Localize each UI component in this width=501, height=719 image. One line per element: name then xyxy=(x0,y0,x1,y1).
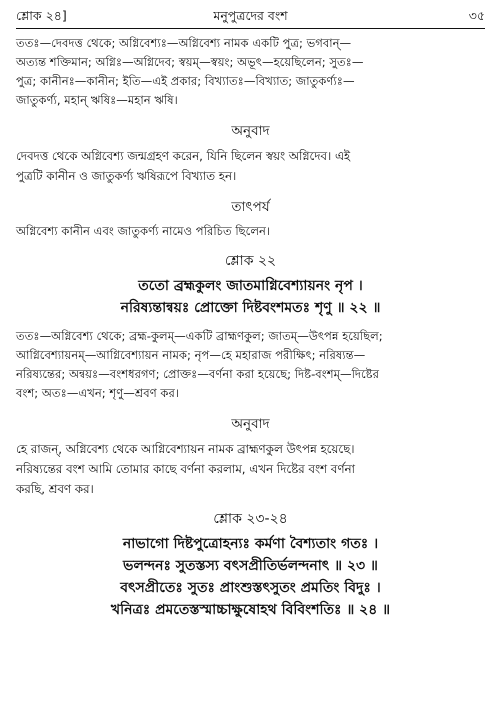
verse-line: খনিত্রঃ প্রমতেস্তস্মাচ্চাক্ষুষোহথ বিবিংশতিঃ ॥ ২৪ ॥ xyxy=(110,602,391,618)
word-meaning-line: ততঃ—অগ্নিবেশ্য থেকে; ব্রহ্ম-কুলম্—একটি ব্রাহ্মণকুল; জাতম্—উৎপন্ন হয়েছিল; xyxy=(16,329,383,343)
translation-line: হে রাজন্, অগ্নিবেশ্য থেকে আগ্নিবেশ্যায়ন নামক ব্রাহ্মণকুল উৎপন্ন হয়েছে। xyxy=(16,442,355,456)
page-header xyxy=(16,6,485,24)
word-meaning-line: জাতুকর্ণ্য, মহান্ ঋষিঃ—মহান ঋষি। xyxy=(16,93,178,107)
header-chapter-title: মনুপুত্রদের বংশ xyxy=(213,8,288,23)
verse-line: নরিষ্যন্তান্বয়ঃ প্রোক্তো দিষ্টবংশমতঃ শৃণু ॥ ২২ ॥ xyxy=(120,300,381,316)
translation-block-2 xyxy=(16,439,485,499)
translation-heading: অনুবাদ xyxy=(231,123,270,139)
verse-line: ভলন্দনঃ সুতস্তস্য বৎসপ্রীতির্ভলন্দনাৎ ॥ ২৩ ॥ xyxy=(123,558,378,574)
translation-line: পুত্রটি কানীন ও জাতুকর্ণ্য ঋষিরূপে বিখ্যাত হন। xyxy=(16,169,237,183)
word-meaning-block-1 xyxy=(16,34,485,110)
verse-22-title: শ্লোক ২২ xyxy=(224,253,277,269)
translation-line: নরিষ্যন্তের বংশ আমি তোমার কাছে বর্ণনা করলাম, এখন দিষ্টের বংশ বর্ণনা xyxy=(16,462,355,476)
purport-line: অগ্নিবেশ্য কানীন এবং জাতুকর্ণ্য নামেও পরিচিত ছিলেন। xyxy=(16,224,271,238)
word-meaning-line: বংশ; অতঃ—এখন; শৃণু—শ্রবণ কর। xyxy=(16,386,180,400)
verse-23-24-text xyxy=(16,533,485,621)
verse-22-text xyxy=(16,275,485,319)
word-meaning-line: অত্যন্ত শক্তিমান; অগ্নিঃ—অগ্নিদেব; স্বয়ম্—স্বয়ং; অভূৎ—হয়েছিলেন; সুতঃ— xyxy=(16,55,364,69)
word-meaning-line: ততঃ—দেবদত্ত থেকে; অগ্নিবেশ্যঃ—অগ্নিবেশ্য নামক একটি পুত্র; ভগবান্— xyxy=(16,36,352,50)
verse-line: নাভাগো দিষ্টপুত্রোহন্যঃ কর্মণা বৈশ্যতাং গতঃ । xyxy=(122,536,379,552)
translation-line: করছি, শ্রবণ কর। xyxy=(16,482,94,496)
header-rule xyxy=(16,28,485,29)
translation-block-1 xyxy=(16,146,485,186)
purport-block xyxy=(16,222,485,241)
page-number: ৩৫ xyxy=(468,8,485,23)
header-verse-ref: শ্লোক ২৪] xyxy=(16,8,67,23)
word-meaning-line: নরিষ্যন্তের; অন্বয়ঃ—বংশধরগণ; প্রোক্তঃ—বর্ণনা করা হয়েছে; দিষ্ট-বংশম্—দিষ্টের xyxy=(16,367,380,381)
word-meaning-line: আগ্নিবেশ্যায়নম্—আগ্নিবেশ্যায়ন নামক; নৃপ—হে মহারাজ পরীক্ষিৎ; নরিষ্যন্ত— xyxy=(16,348,366,362)
word-meaning-block-2 xyxy=(16,327,485,403)
verse-line: ততো ব্রহ্মকুলং জাতমাগ্নিবেশ্যায়নং নৃপ । xyxy=(138,278,363,294)
purport-heading: তাৎপর্য xyxy=(231,199,270,215)
verse-23-24-title: শ্লোক ২৩-২৪ xyxy=(213,511,288,527)
translation-line: দেবদত্ত থেকে অগ্নিবেশ্য জন্মগ্রহণ করেন, যিনি ছিলেন স্বয়ং অগ্নিদেব। এই xyxy=(16,149,351,163)
word-meaning-line: পুত্র; কানীনঃ—কানীন; ইতি—এই প্রকার; বিখ্যাতঃ—বিখ্যাত; জাতুকর্ণ্যঃ— xyxy=(16,74,355,88)
translation-heading: অনুবাদ xyxy=(231,416,270,432)
verse-line: বৎসপ্রীতেঃ সুতঃ প্রাংশুস্তৎসুতং প্রমতিং বিদুঃ । xyxy=(120,580,381,596)
